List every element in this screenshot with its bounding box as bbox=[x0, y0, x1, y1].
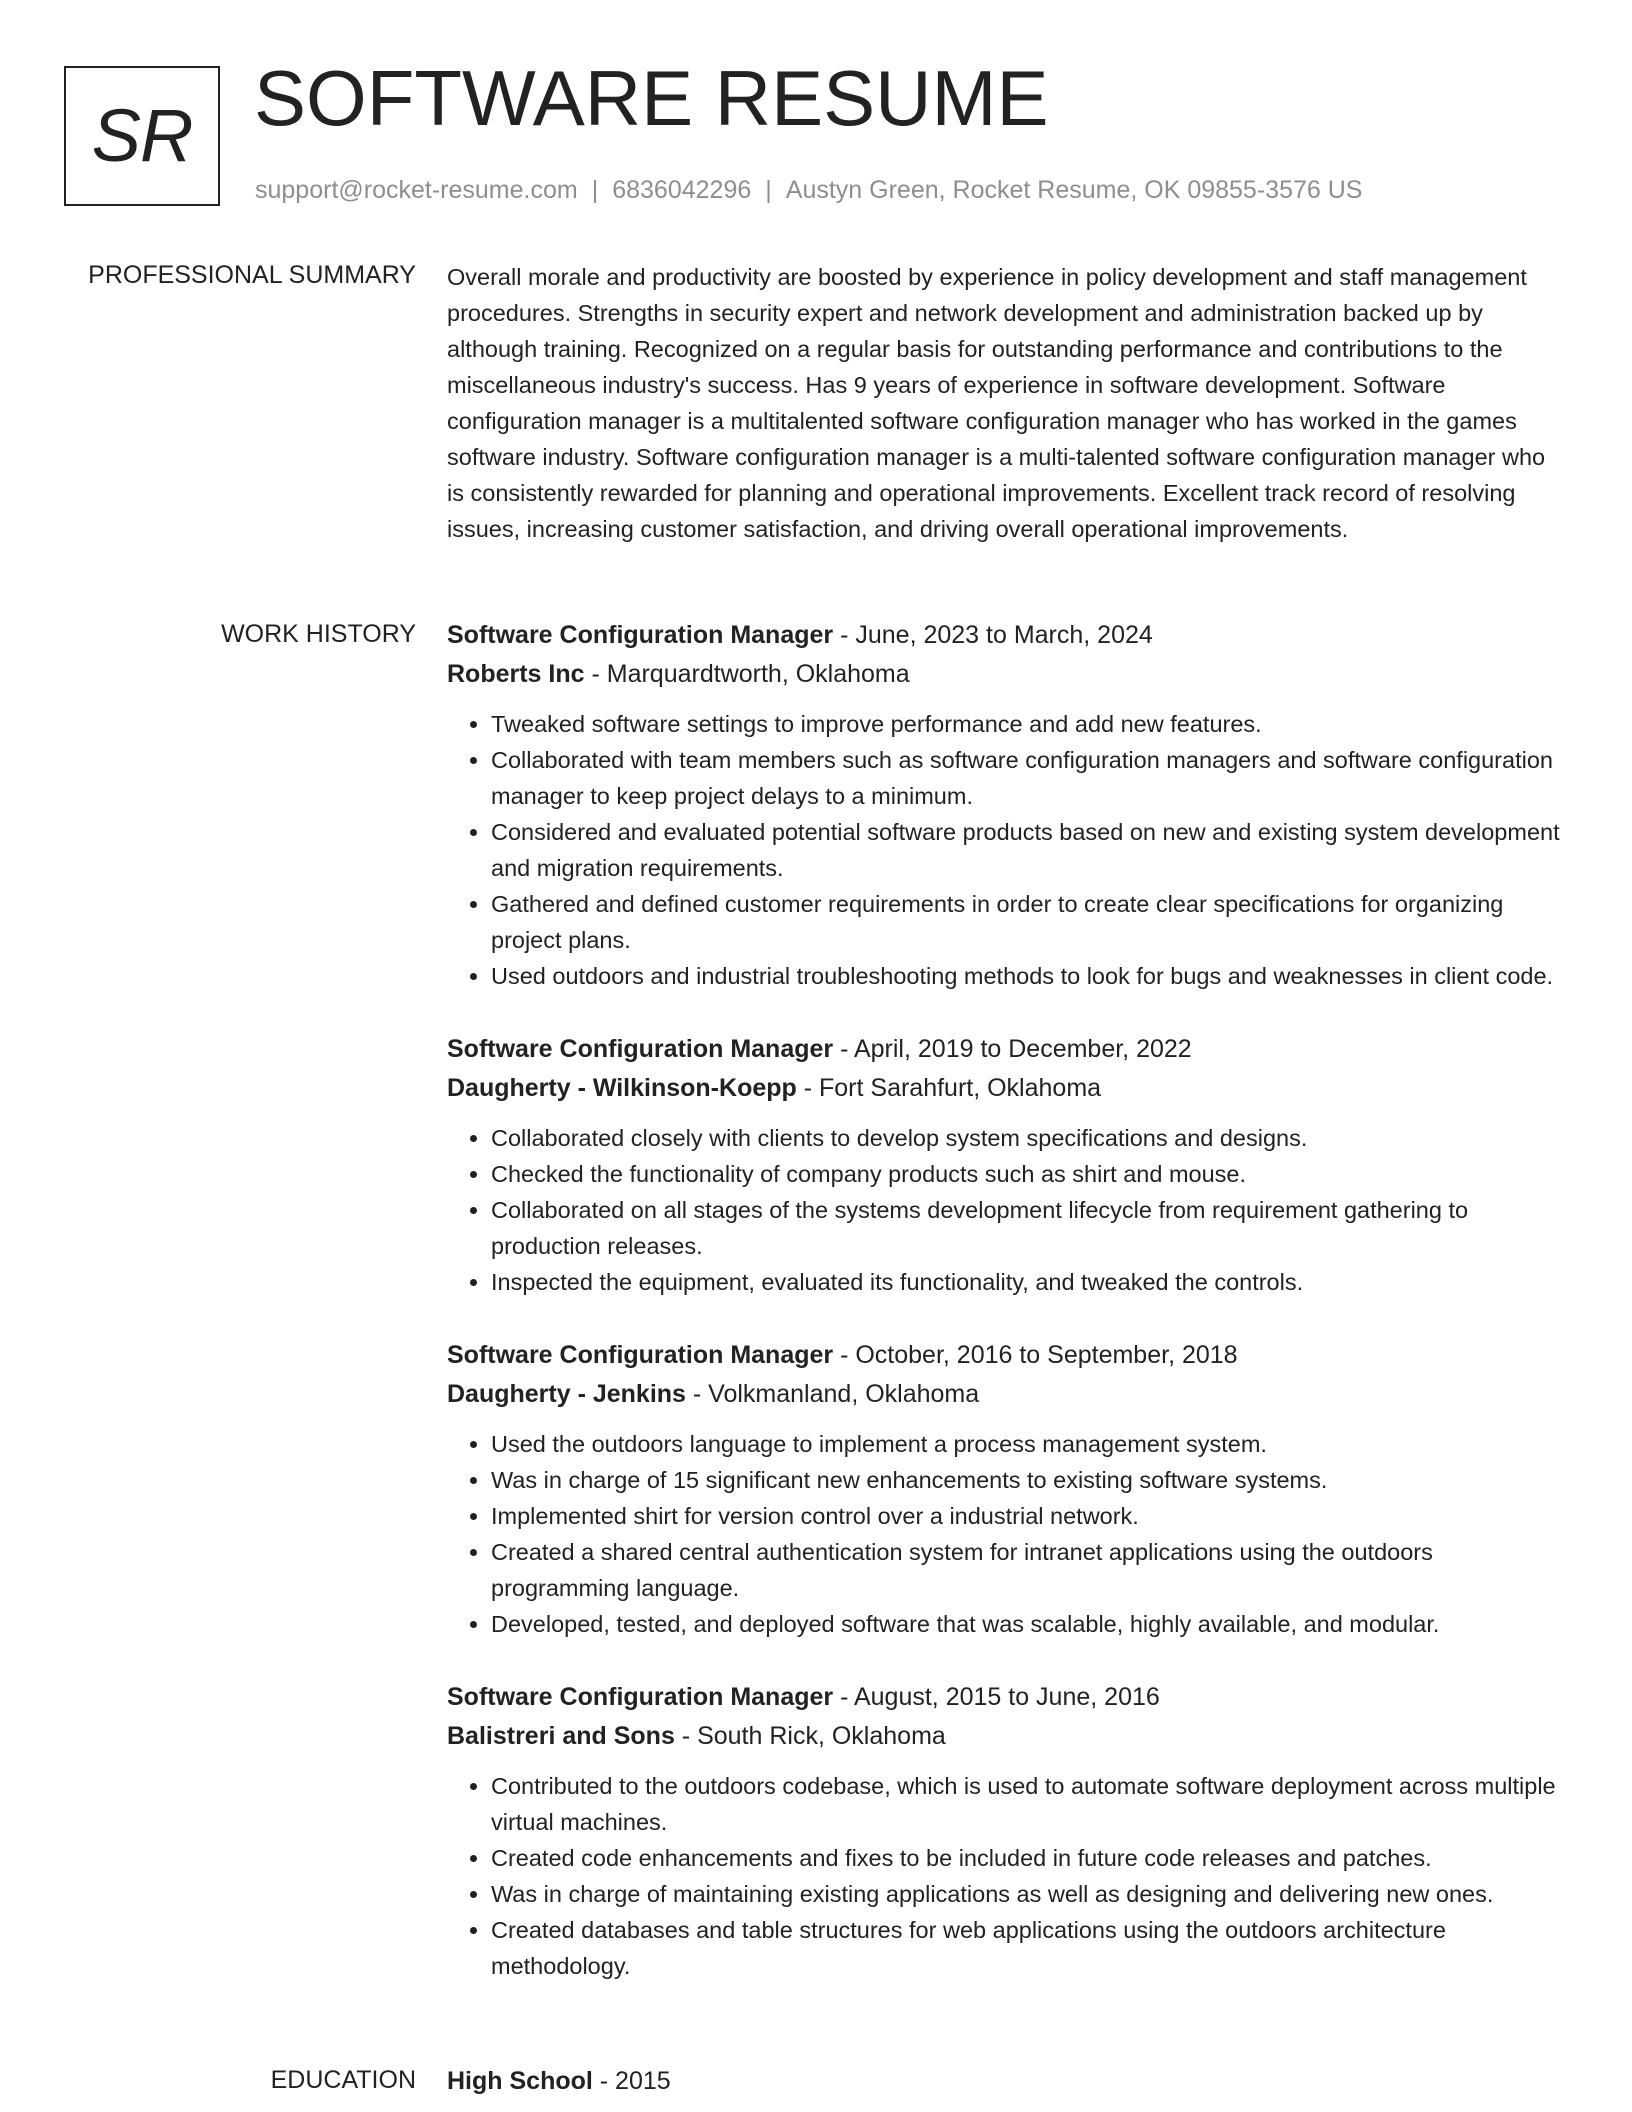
summary-text: Overall morale and productivity are boosted by experience in policy development and staff management procedures. Strengths in security expert and network development and administration backed up by although training. Recognized on a regular basis for outstanding performance and contributions to the miscellaneous industry's success. Has 9 years of experience in software development. Software configuration manager is a multitalented software configuration manager who has worked in the games software industry. Software configuration manager is a multi-talented software configuration manager who is consistently rewarded for planning and operational improvements. Excellent track record of resolving issues, increasing customer satisfaction, and driving overall operational improvements. bbox=[447, 264, 1546, 542]
job-bullet: • Contributed to the outdoors codebase, which is used to automate software deployment across multiple virtual machines. bbox=[491, 1768, 1563, 1840]
job-bullets bbox=[447, 1426, 1563, 1642]
education-year: - 2015 bbox=[592, 2067, 671, 2095]
job-bullet: • Collaborated on all stages of the systems development lifecycle from requirement gathering to production releases. bbox=[491, 1192, 1563, 1264]
job-location: - Volkmanland, Oklahoma bbox=[685, 1380, 980, 1408]
job-bullets bbox=[447, 706, 1563, 994]
job-bullet: • Considered and evaluated potential software products based on new and existing system development and migration requirements. bbox=[491, 814, 1563, 886]
job-dates: - June, 2023 to March, 2024 bbox=[833, 621, 1153, 649]
job-bullets bbox=[447, 1768, 1563, 1984]
summary-body bbox=[447, 259, 1563, 547]
education-body bbox=[447, 2062, 1563, 2101]
job-title: Software Configuration Manager bbox=[447, 621, 834, 649]
job-title: Software Configuration Manager bbox=[447, 1035, 834, 1063]
job-entry bbox=[447, 1678, 1563, 1984]
job-bullet: • Developed, tested, and deployed software that was scalable, highly available, and modular. bbox=[491, 1606, 1563, 1642]
job-bullet: • Implemented shirt for version control over a industrial network. bbox=[491, 1498, 1563, 1534]
contact-phone: 6836042296 bbox=[612, 176, 752, 204]
job-company: Balistreri and Sons bbox=[447, 1722, 675, 1750]
contact-separator: | bbox=[591, 176, 599, 204]
job-company-line bbox=[447, 655, 1563, 694]
monogram-initials: SR bbox=[91, 94, 193, 177]
job-bullet: • Created databases and table structures for web applications using the outdoors architecture methodology. bbox=[491, 1912, 1563, 1984]
job-bullet: • Created a shared central authentication system for intranet applications using the outdoors programming language. bbox=[491, 1534, 1563, 1606]
job-dates: - October, 2016 to September, 2018 bbox=[833, 1341, 1238, 1369]
job-title: Software Configuration Manager bbox=[447, 1683, 834, 1711]
education-degree: High School bbox=[447, 2067, 593, 2095]
job-company: Daugherty - Jenkins bbox=[447, 1380, 686, 1408]
work-history-heading: WORK HISTORY bbox=[221, 620, 416, 648]
job-title: Software Configuration Manager bbox=[447, 1341, 834, 1369]
job-title-line bbox=[447, 616, 1563, 655]
education-heading: EDUCATION bbox=[270, 2066, 416, 2094]
job-location: - Fort Sarahfurt, Oklahoma bbox=[796, 1074, 1102, 1102]
job-title-line bbox=[447, 1336, 1563, 1375]
education-line bbox=[447, 2062, 1563, 2101]
document-title: SOFTWARE RESUME bbox=[254, 54, 1049, 142]
job-company-line bbox=[447, 1069, 1563, 1108]
job-bullet: • Created code enhancements and fixes to be included in future code releases and patches. bbox=[491, 1840, 1563, 1876]
job-entry bbox=[447, 1336, 1563, 1642]
job-dates: - August, 2015 to June, 2016 bbox=[833, 1683, 1160, 1711]
job-bullet: • Used the outdoors language to implement a process management system. bbox=[491, 1426, 1563, 1462]
job-location: - South Rick, Oklahoma bbox=[674, 1722, 946, 1750]
job-bullet: • Gathered and defined customer requirements in order to create clear specifications for organizing project plans. bbox=[491, 886, 1563, 958]
job-bullet: • Tweaked software settings to improve performance and add new features. bbox=[491, 706, 1563, 742]
contact-line bbox=[255, 176, 1362, 205]
job-title-line bbox=[447, 1678, 1563, 1717]
job-location: - Marquardtworth, Oklahoma bbox=[584, 660, 910, 688]
job-dates: - April, 2019 to December, 2022 bbox=[833, 1035, 1192, 1063]
contact-separator: | bbox=[765, 176, 772, 204]
job-company-line bbox=[447, 1717, 1563, 1756]
job-bullet: • Used outdoors and industrial troubleshooting methods to look for bugs and weaknesses in client code. bbox=[491, 958, 1563, 994]
contact-email: support@rocket-resume.com bbox=[255, 176, 578, 204]
job-company-line bbox=[447, 1375, 1563, 1414]
job-title-line bbox=[447, 1030, 1563, 1069]
job-company: Daugherty - Wilkinson-Koepp bbox=[447, 1074, 797, 1102]
summary-heading: PROFESSIONAL SUMMARY bbox=[88, 261, 416, 289]
job-company: Roberts Inc bbox=[447, 660, 585, 688]
job-bullet: • Was in charge of maintaining existing applications as well as designing and delivering new ones. bbox=[491, 1876, 1563, 1912]
job-bullets bbox=[447, 1120, 1563, 1300]
job-bullet: • Was in charge of 15 significant new enhancements to existing software systems. bbox=[491, 1462, 1563, 1498]
job-bullet: • Inspected the equipment, evaluated its functionality, and tweaked the controls. bbox=[491, 1264, 1563, 1300]
job-bullet: • Checked the functionality of company products such as shirt and mouse. bbox=[491, 1156, 1563, 1192]
job-bullet: • Collaborated with team members such as software configuration managers and software configuration manager to keep project delays to a minimum. bbox=[491, 742, 1563, 814]
job-entry bbox=[447, 616, 1563, 994]
monogram-badge bbox=[64, 66, 220, 206]
job-bullet: • Collaborated closely with clients to develop system specifications and designs. bbox=[491, 1120, 1563, 1156]
work-history-body bbox=[447, 616, 1563, 2020]
job-entry bbox=[447, 1030, 1563, 1300]
contact-address: Austyn Green, Rocket Resume, OK 09855-3576 US bbox=[785, 176, 1363, 204]
